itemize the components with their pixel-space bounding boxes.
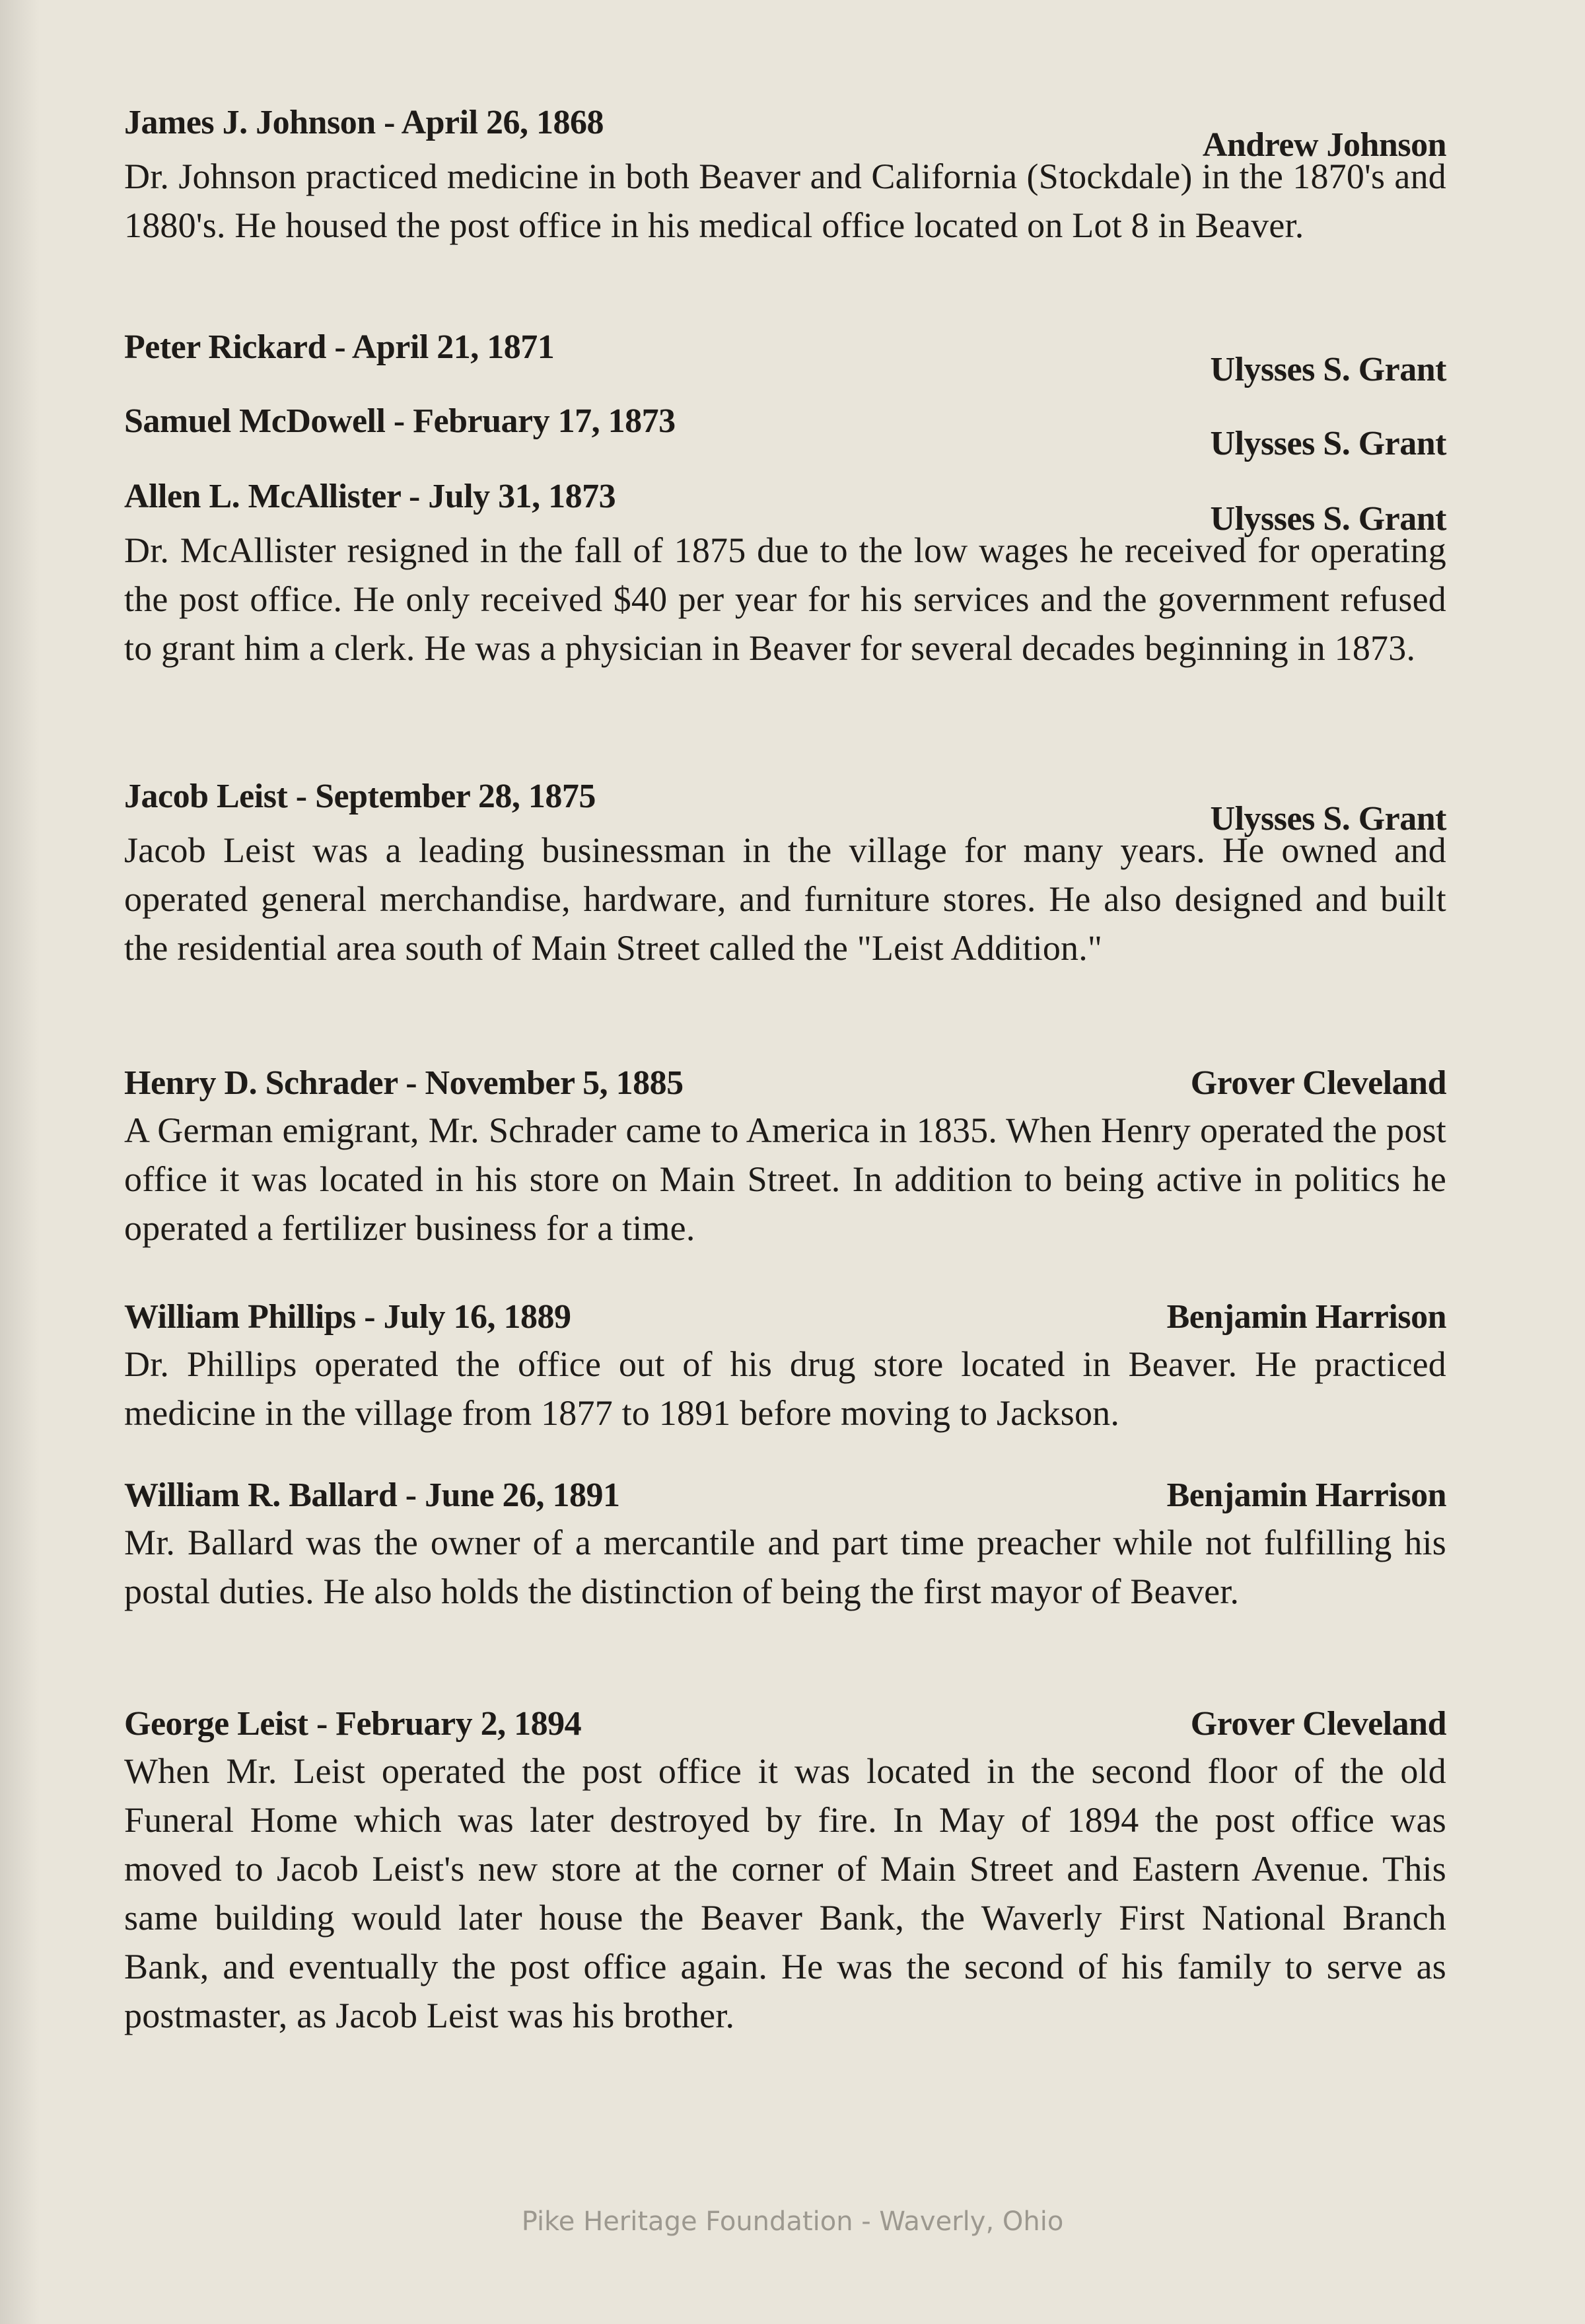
entry-description: Dr. Phillips operated the office out of his drug store located in Beaver. He practiced medicine in the village from 1877 to 1891 before moving to Jackson. bbox=[124, 1344, 1446, 1433]
postmaster-name: Henry D. Schrader - November 5, 1885 bbox=[124, 1064, 684, 1102]
entry-header bbox=[118, 1060, 1446, 1106]
entry-description: Mr. Ballard was the owner of a mercantile and part time preacher while not fulfilling his postal duties. He also holds the distinction of being the first mayor of Beaver. bbox=[124, 1523, 1446, 1611]
postmaster-name: Allen L. McAllister - July 31, 1873 bbox=[124, 478, 616, 515]
postmaster-name: Peter Rickard - April 21, 1871 bbox=[124, 328, 555, 366]
entry-header bbox=[118, 398, 1446, 462]
entry-header bbox=[118, 773, 1446, 838]
page-shadow bbox=[0, 0, 40, 2324]
entry-peter-rickard bbox=[118, 324, 1446, 388]
appointing-president: Ulysses S. Grant bbox=[1210, 425, 1446, 462]
entry-header bbox=[118, 99, 1446, 164]
appointing-president: Ulysses S. Grant bbox=[1210, 800, 1446, 838]
entry-james-johnson bbox=[118, 99, 1446, 250]
postmaster-name: William Phillips - July 16, 1889 bbox=[124, 1298, 571, 1336]
entry-allen-mcallister bbox=[118, 473, 1446, 672]
entry-header bbox=[118, 473, 1446, 538]
entry-samuel-mcdowell bbox=[118, 398, 1446, 462]
entry-header bbox=[118, 324, 1446, 388]
postmaster-name: George Leist - February 2, 1894 bbox=[124, 1705, 582, 1743]
appointing-president: Andrew Johnson bbox=[1202, 126, 1446, 164]
appointing-president: Ulysses S. Grant bbox=[1210, 351, 1446, 388]
entry-header bbox=[118, 1293, 1446, 1340]
entry-jacob-leist bbox=[118, 773, 1446, 972]
entry-description: Dr. McAllister resigned in the fall of 1875 due to the low wages he received for operating the post office. He only received $40 per year for his services and the government refused to grant him a clerk. He was a physician in Beaver for several decades beginning in 1873. bbox=[124, 530, 1446, 668]
entry-header bbox=[118, 1472, 1446, 1518]
entry-description: A German emigrant, Mr. Schrader came to America in 1835. When Henry operated the post office it was located in his store on Main Street. In addition to being active in politics he operated a fertilizer business for a time. bbox=[124, 1110, 1446, 1248]
postmaster-name: Jacob Leist - September 28, 1875 bbox=[124, 778, 596, 815]
postmaster-name: William R. Ballard - June 26, 1891 bbox=[124, 1476, 620, 1514]
entry-description: Jacob Leist was a leading businessman in the village for many years. He owned and operated general merchandise, hardware, and furniture stores. He also designed and built the residential area south of Main Street called the "Leist Addition." bbox=[124, 830, 1446, 968]
postmaster-name: Samuel McDowell - February 17, 1873 bbox=[124, 402, 676, 440]
appointing-president: Grover Cleveland bbox=[1190, 1064, 1446, 1102]
appointing-president: Grover Cleveland bbox=[1190, 1705, 1446, 1743]
entry-george-leist bbox=[118, 1700, 1446, 2040]
entry-henry-schrader bbox=[118, 1060, 1446, 1253]
appointing-president: Benjamin Harrison bbox=[1166, 1298, 1446, 1336]
entry-description: Dr. Johnson practiced medicine in both Beaver and California (Stockdale) in the 1870's and 1880's. He housed the post office in his medical office located on Lot 8 in Beaver. bbox=[124, 157, 1446, 245]
entry-header bbox=[118, 1700, 1446, 1747]
entry-description: When Mr. Leist operated the post office it was located in the second floor of the old Funeral Home which was later destroyed by fire. In May of 1894 the post office was moved to Jacob Leist's new store at the corner of Main Street and Eastern Avenue. This same building would later house the Beaver Bank, the Waverly First National Branch Bank, and eventually the post office again. He was the second of his family to serve as postmaster, as Jacob Leist was his brother. bbox=[124, 1751, 1446, 2035]
document-page bbox=[118, 99, 1446, 2147]
appointing-president: Benjamin Harrison bbox=[1166, 1476, 1446, 1514]
entry-william-phillips bbox=[118, 1293, 1446, 1437]
footer-watermark: Pike Heritage Foundation - Waverly, Ohio bbox=[521, 2206, 1064, 2237]
appointing-president: Ulysses S. Grant bbox=[1210, 500, 1446, 538]
postmaster-name: James J. Johnson - April 26, 1868 bbox=[124, 104, 604, 141]
entry-william-ballard bbox=[118, 1472, 1446, 1616]
